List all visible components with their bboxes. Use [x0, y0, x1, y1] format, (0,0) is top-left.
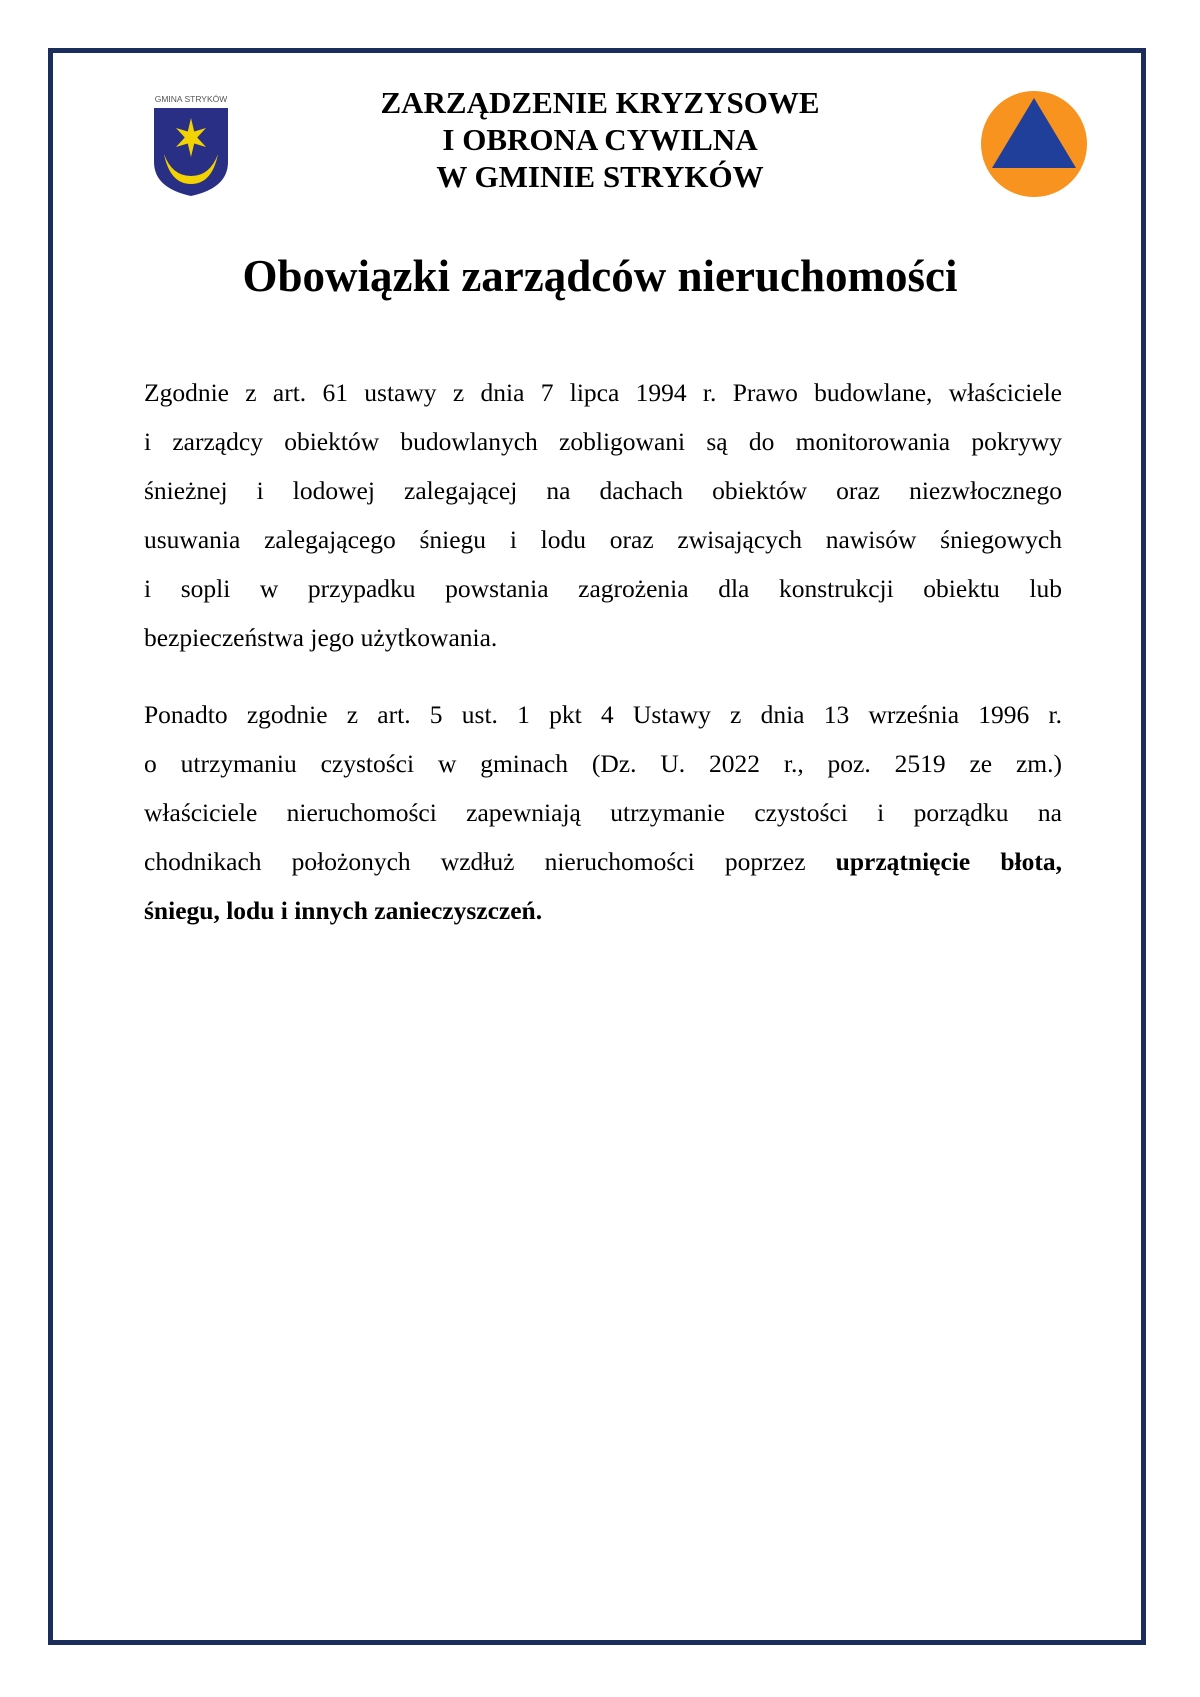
paragraph-2-line: Ponadto zgodnie z art. 5 ust. 1 pkt 4 Ustawy z dnia 13 września 1996 r. — [144, 700, 1062, 729]
header-line-1: ZARZĄDZENIE KRYZYSOWE — [380, 85, 820, 120]
header-line-3: W GMINIE STRYKÓW — [436, 159, 764, 194]
paragraph-1-line: Zgodnie z art. 61 ustawy z dnia 7 lipca 1994 r. Prawo budowlane, właściciele — [144, 378, 1062, 407]
paragraph-1-line: i sopli w przypadku powstania zagrożenia dla konstrukcji obiektu lub — [144, 574, 1062, 603]
document-title: Obowiązki zarządców nieruchomości — [242, 251, 958, 301]
crest-label: GMINA STRYKÓW — [154, 94, 228, 104]
header-line-2: I OBRONA CYWILNA — [442, 122, 758, 157]
paragraph-2-line-4-bold: uprzątnięcie błota, — [835, 847, 1062, 876]
paragraph-1-line: śnieżnej i lodowej zalegającej na dachach obiektów oraz niezwłocznego — [144, 476, 1062, 505]
paragraph-2 — [144, 690, 1062, 935]
paragraph-1 — [144, 368, 1062, 662]
organization-header — [300, 84, 900, 195]
paragraph-2-line — [144, 837, 1062, 886]
paragraph-2-line: właściciele nieruchomości zapewniają utrzymanie czystości i porządku na — [144, 798, 1062, 827]
paragraph-1-line: i zarządcy obiektów budowlanych zobligowani są do monitorowania pokrywy — [144, 427, 1062, 456]
paragraph-1-line: bezpieczeństwa jego użytkowania. — [144, 623, 498, 652]
paragraph-1-line: usuwania zalegającego śniegu i lodu oraz zwisających nawisów śniegowych — [144, 525, 1062, 554]
civil-defence-emblem-logo — [980, 90, 1088, 198]
paragraph-2-line-5-bold: śniegu, lodu i innych zanieczyszczeń. — [144, 896, 543, 925]
paragraph-2-line-4-normal: chodnikach położonych wzdłuż nieruchomości poprzez — [144, 847, 806, 876]
gmina-stryków-crest-logo — [146, 92, 236, 202]
paragraph-2-line: o utrzymaniu czystości w gminach (Dz. U. 2022 r., poz. 2519 ze zm.) — [144, 749, 1062, 778]
